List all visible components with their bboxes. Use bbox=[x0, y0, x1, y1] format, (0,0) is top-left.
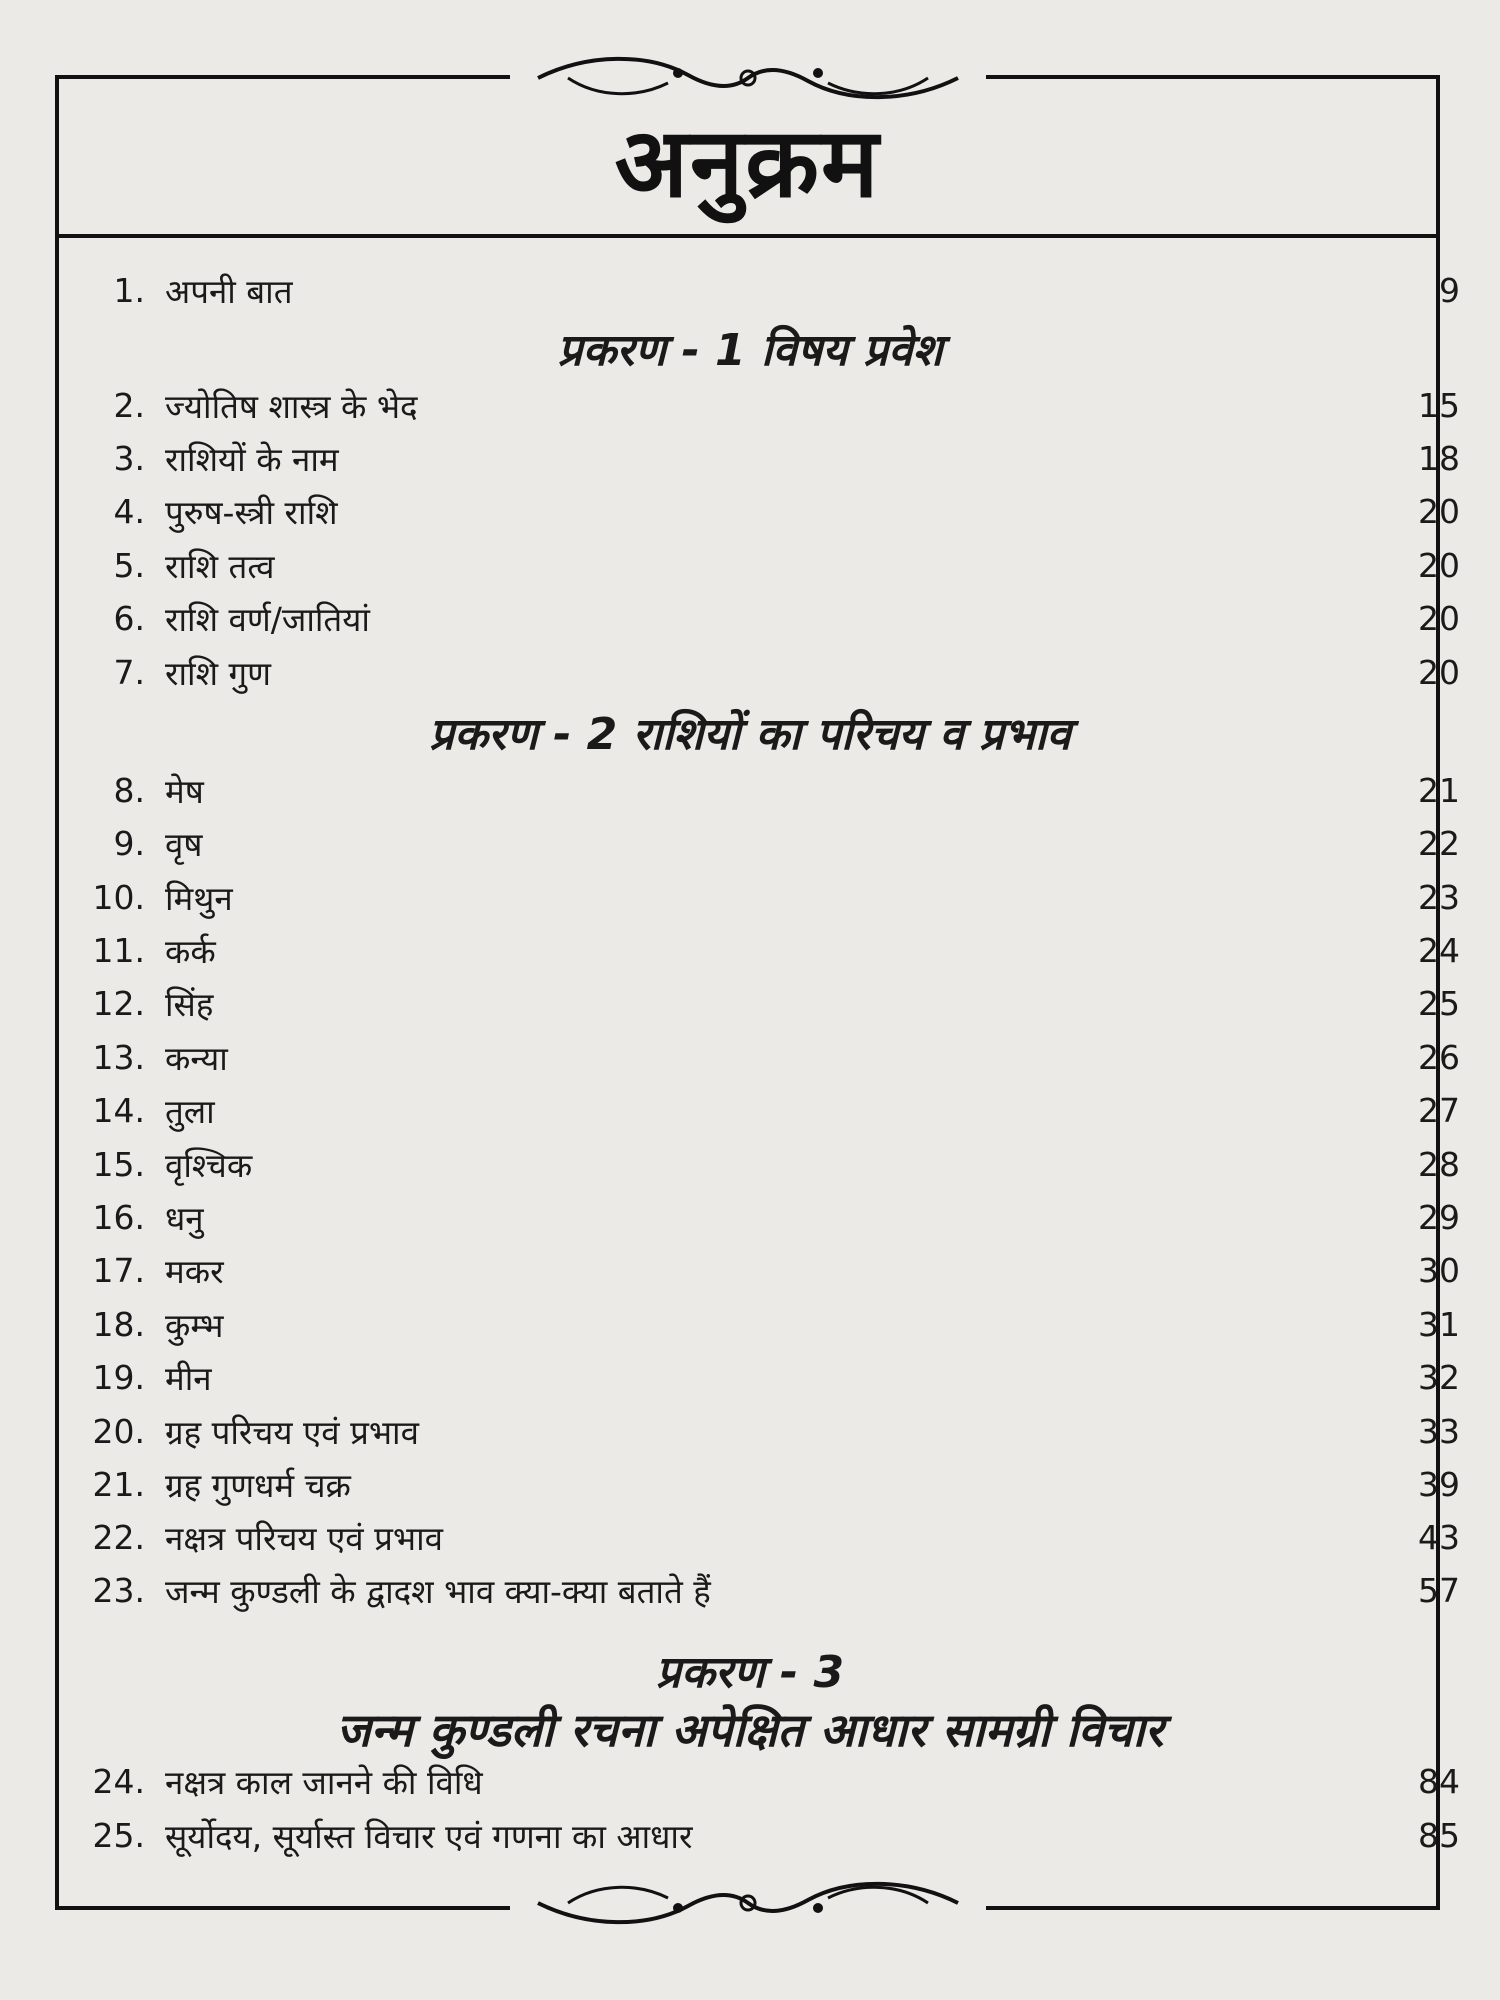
toc-page: 20 bbox=[1418, 652, 1460, 692]
toc-label: कन्या bbox=[165, 1038, 228, 1078]
toc-label: धनु bbox=[165, 1198, 204, 1238]
toc-label: कुम्भ bbox=[165, 1305, 224, 1345]
toc-page: 33 bbox=[1418, 1411, 1460, 1451]
toc-label: राशि गुण bbox=[165, 653, 271, 693]
toc-label: मीन bbox=[165, 1358, 212, 1398]
section-heading-1: प्रकरण - 1 विषय प्रवेश bbox=[557, 325, 943, 376]
toc-page: 26 bbox=[1418, 1037, 1460, 1077]
toc-page: 23 bbox=[1418, 877, 1460, 917]
toc-number: 20. bbox=[92, 1411, 145, 1451]
toc-row[interactable] bbox=[40, 431, 1460, 485]
toc-number: 17. bbox=[92, 1250, 145, 1290]
toc-label: तुला bbox=[165, 1091, 215, 1131]
toc-label: ग्रह परिचय एवं प्रभाव bbox=[165, 1412, 419, 1452]
toc-number: 18. bbox=[92, 1304, 145, 1344]
toc-label: पुरुष-स्त्री राशि bbox=[165, 492, 338, 532]
toc-row[interactable] bbox=[40, 484, 1460, 538]
toc-number: 15. bbox=[92, 1144, 145, 1184]
toc-label: नक्षत्र परिचय एवं प्रभाव bbox=[165, 1518, 444, 1558]
toc-page: 85 bbox=[1418, 1815, 1460, 1855]
toc-page: 57 bbox=[1418, 1570, 1460, 1610]
toc-number: 2. bbox=[113, 385, 145, 425]
toc-page: 29 bbox=[1418, 1197, 1460, 1237]
section-heading-3-subtitle: जन्म कुण्डली रचना अपेक्षित आधार सामग्री विचार bbox=[336, 1703, 1164, 1757]
toc-row[interactable] bbox=[40, 1030, 1460, 1084]
toc-row[interactable] bbox=[40, 1190, 1460, 1244]
toc-row[interactable] bbox=[40, 378, 1460, 432]
toc-page: 39 bbox=[1418, 1464, 1460, 1504]
toc-row[interactable] bbox=[40, 1754, 1460, 1808]
toc-row[interactable] bbox=[40, 976, 1460, 1030]
toc-page: 25 bbox=[1418, 983, 1460, 1023]
toc-number: 7. bbox=[113, 652, 145, 692]
toc-label: अपनी बात bbox=[165, 271, 293, 311]
ornament-bottom bbox=[510, 1878, 986, 1932]
toc-row[interactable] bbox=[40, 816, 1460, 870]
toc-page: 15 bbox=[1418, 385, 1460, 425]
toc-number: 24. bbox=[92, 1761, 145, 1801]
toc-number: 4. bbox=[113, 491, 145, 531]
toc-label: सिंह bbox=[165, 984, 214, 1024]
toc-row[interactable] bbox=[40, 645, 1460, 699]
toc-row[interactable] bbox=[40, 538, 1460, 592]
toc-label: वृष bbox=[165, 824, 203, 864]
toc-page: 20 bbox=[1418, 598, 1460, 638]
toc-number: 10. bbox=[92, 877, 145, 917]
toc-label: जन्म कुण्डली के द्वादश भाव क्या-क्या बताते हैं bbox=[165, 1571, 711, 1611]
toc-label: राशि वर्ण/जातियां bbox=[165, 599, 370, 639]
title-banner bbox=[59, 79, 1436, 238]
toc-row[interactable] bbox=[40, 591, 1460, 645]
toc-label: मेष bbox=[165, 771, 204, 811]
page-title: अनुक्रम bbox=[614, 107, 881, 219]
toc-number: 14. bbox=[92, 1090, 145, 1130]
toc-number: 11. bbox=[92, 930, 145, 970]
toc-page: 28 bbox=[1418, 1144, 1460, 1184]
toc-row[interactable] bbox=[40, 870, 1460, 924]
toc-row[interactable] bbox=[40, 1350, 1460, 1404]
toc-label: राशि तत्व bbox=[165, 546, 275, 586]
toc-row[interactable] bbox=[40, 1404, 1460, 1458]
toc-row[interactable] bbox=[40, 1563, 1460, 1617]
toc-page: 32 bbox=[1418, 1357, 1460, 1397]
toc-number: 21. bbox=[92, 1464, 145, 1504]
toc-page: 21 bbox=[1418, 770, 1460, 810]
toc-page: 27 bbox=[1418, 1090, 1460, 1130]
toc-page: 31 bbox=[1418, 1304, 1460, 1344]
toc-row[interactable] bbox=[40, 263, 1460, 317]
toc-row[interactable] bbox=[40, 1083, 1460, 1137]
toc-number: 25. bbox=[92, 1815, 145, 1855]
toc-label: मकर bbox=[165, 1251, 224, 1291]
toc-row[interactable] bbox=[40, 1457, 1460, 1511]
toc-page: 20 bbox=[1418, 545, 1460, 585]
toc-number: 16. bbox=[92, 1197, 145, 1237]
section-heading-2: प्रकरण - 2 राशियों का परिचय व प्रभाव bbox=[429, 709, 1071, 760]
toc-page: 20 bbox=[1418, 491, 1460, 531]
toc-page: 22 bbox=[1418, 823, 1460, 863]
toc-row[interactable] bbox=[40, 923, 1460, 977]
toc-number: 1. bbox=[113, 270, 145, 310]
toc-row[interactable] bbox=[40, 763, 1460, 817]
toc-label: ज्योतिष शास्त्र के भेद bbox=[165, 386, 418, 426]
toc-row[interactable] bbox=[40, 1808, 1460, 1862]
toc-page: 18 bbox=[1418, 438, 1460, 478]
toc-page: 43 bbox=[1418, 1517, 1460, 1557]
toc-row[interactable] bbox=[40, 1137, 1460, 1191]
toc-number: 12. bbox=[92, 983, 145, 1023]
toc-label: कर्क bbox=[165, 931, 216, 971]
toc-page: 30 bbox=[1418, 1250, 1460, 1290]
toc-number: 5. bbox=[113, 545, 145, 585]
toc-row[interactable] bbox=[40, 1510, 1460, 1564]
toc-number: 3. bbox=[113, 438, 145, 478]
toc-row[interactable] bbox=[40, 1297, 1460, 1351]
toc-page: 84 bbox=[1418, 1761, 1460, 1801]
toc-number: 23. bbox=[92, 1570, 145, 1610]
section-heading-3: प्रकरण - 3 bbox=[655, 1647, 845, 1698]
toc-number: 13. bbox=[92, 1037, 145, 1077]
toc-label: सूर्योदय, सूर्यास्त विचार एवं गणना का आधार bbox=[165, 1816, 693, 1856]
toc-label: नक्षत्र काल जानने की विधि bbox=[165, 1762, 483, 1802]
toc-row[interactable] bbox=[40, 1243, 1460, 1297]
toc-label: राशियों के नाम bbox=[165, 439, 339, 479]
toc-label: ग्रह गुणधर्म चक्र bbox=[165, 1465, 351, 1505]
toc-label: मिथुन bbox=[165, 878, 233, 918]
toc-number: 8. bbox=[113, 770, 145, 810]
toc-number: 19. bbox=[92, 1357, 145, 1397]
toc-number: 6. bbox=[113, 598, 145, 638]
toc-page: 9 bbox=[1439, 270, 1460, 310]
toc-number: 22. bbox=[92, 1517, 145, 1557]
toc-number: 9. bbox=[113, 823, 145, 863]
toc-page: 24 bbox=[1418, 930, 1460, 970]
toc-label: वृश्चिक bbox=[165, 1145, 253, 1185]
